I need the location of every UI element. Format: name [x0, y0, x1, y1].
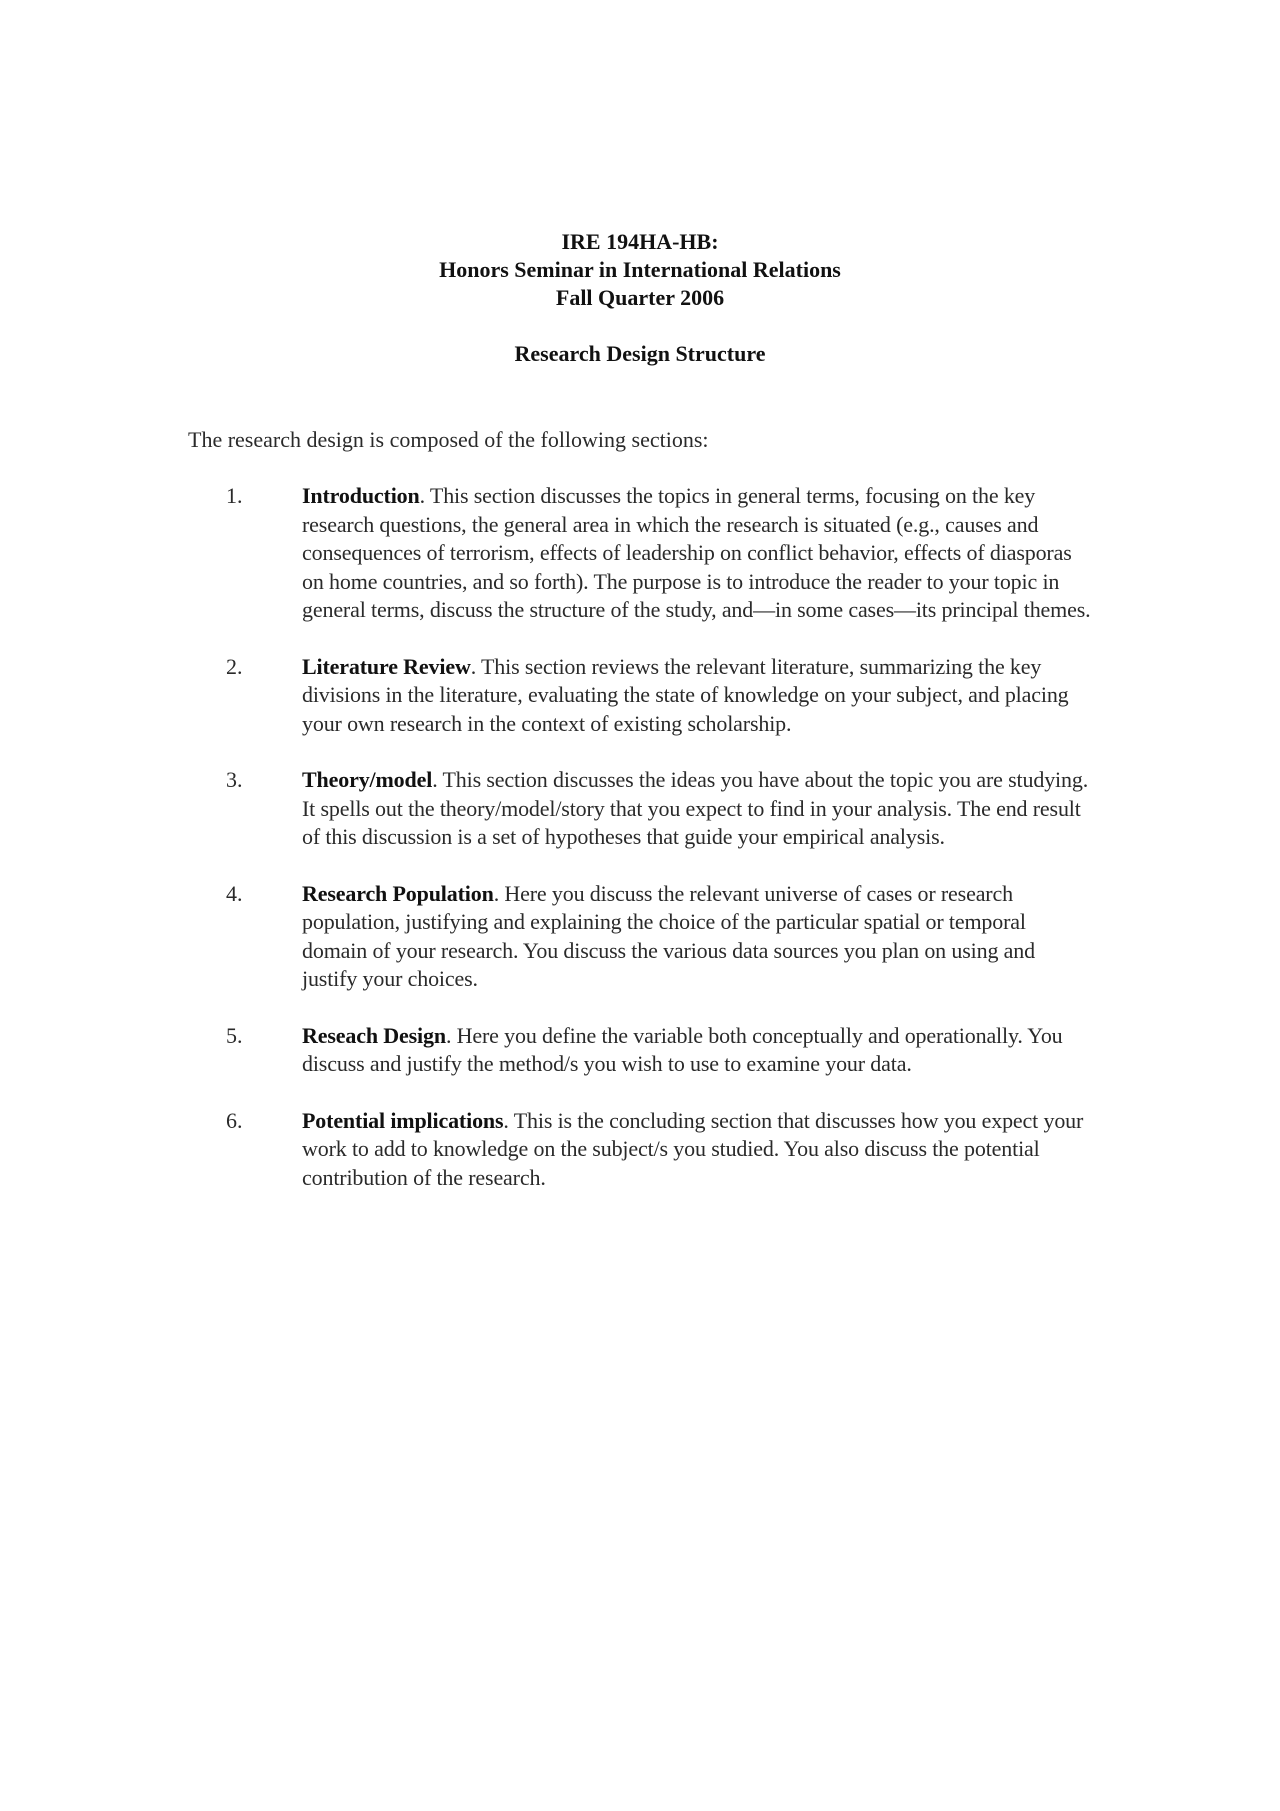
list-item: [0, 482, 1280, 625]
seminar-name: Honors Seminar in International Relations: [439, 257, 841, 282]
list-item: [0, 766, 1280, 852]
list-item-text: [302, 482, 1092, 625]
list-item-term: Reseach Design: [302, 1022, 446, 1048]
list-item-number: 1.: [226, 483, 243, 508]
list-item-text: [302, 1022, 1092, 1079]
list-item-number: 3.: [226, 767, 243, 792]
list-item-term: Literature Review: [302, 653, 471, 679]
list-item-text: [302, 880, 1092, 994]
term-label: Fall Quarter 2006: [555, 285, 725, 310]
list-item-term: Potential implications: [302, 1107, 504, 1133]
list-item-description: . This section discusses the ideas you have about the topic you are studying. It spells out the theory/model/story that you expect to find in your analysis. The end result of this discussion is a set of hypotheses that guide your empirical analysis.: [302, 767, 1089, 849]
list-item-description: . Here you discuss the relevant universe of cases or research population, justifying and explaining the choice of the particular spatial or temporal domain of your research. You discuss the various data sources you plan on using and justify your choices.: [302, 880, 1035, 991]
section-list: [0, 482, 1280, 1220]
list-item-description: . This is the concluding section that discusses how you expect your work to add to knowledge on the subject/s you studied. You also discuss the potential contribution of the research.: [302, 1107, 1084, 1190]
document-title: Research Design Structure: [514, 341, 766, 366]
list-item: [0, 653, 1280, 739]
list-item-number: 5.: [226, 1022, 243, 1048]
course-code: IRE 194HA-HB:: [561, 229, 719, 254]
list-item-term: Research Population: [302, 880, 494, 906]
list-item-text: [302, 766, 1092, 852]
list-item-number: 2.: [226, 653, 243, 679]
list-item-term: Theory/model: [302, 767, 433, 792]
list-item-number: 4.: [226, 880, 243, 906]
list-item-description: . This section reviews the relevant literature, summarizing the key divisions in the literature, evaluating the state of knowledge on your subject, and placing your own research in the context of existing scholarship.: [302, 653, 1069, 736]
list-item-text: [302, 1107, 1092, 1193]
list-item-text: [302, 653, 1092, 739]
list-item-description: . This section discusses the topics in general terms, focusing on the key research questions, the general area in which the research is situated (e.g., causes and consequences of terrorism, effects of leadership on conflict behavior, effects of diasporas on home countries, and so forth). The purpose is to introduce the reader to your topic in general terms, discuss the structure of the study, and—in some cases—its principal themes.: [302, 483, 1091, 622]
list-item: [0, 880, 1280, 994]
list-item-description: . Here you define the variable both conceptually and operationally. You discuss and justify the method/s you wish to use to examine your data.: [302, 1022, 1063, 1076]
list-item: [0, 1022, 1280, 1079]
list-item-number: 6.: [226, 1107, 243, 1133]
intro-paragraph: The research design is composed of the following sections:: [188, 427, 709, 452]
document-header: [0, 228, 1280, 312]
list-item: [0, 1107, 1280, 1193]
list-item-term: Introduction: [302, 483, 420, 508]
